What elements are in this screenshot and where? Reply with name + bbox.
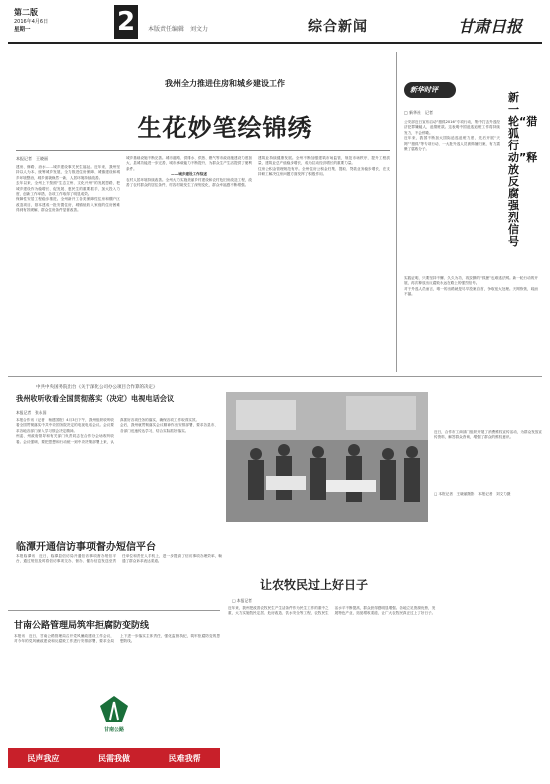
lead-paragraph: 农村人居环境持续改善。全州大力实施美丽乡村建设和农村危旧房改造工程，改善了农村群众的居住条件，村容村貌发生了深刻变化，群众幸福感不断增强。 bbox=[126, 177, 252, 188]
slogan-item: 民需我做 bbox=[97, 753, 130, 763]
lead-paragraph: 住房公积金管理规范有序。全州住房公积金归集、提取、贷款业务稳步增长，在支持职工解决住房问题方面发挥了积极作用。 bbox=[258, 166, 390, 177]
article-byline: □ 本报记者 bbox=[232, 598, 252, 603]
page-number-block: 2 bbox=[114, 5, 138, 39]
article-headline: 让农牧民过上好日子 bbox=[260, 578, 369, 592]
mid-body bbox=[16, 418, 218, 534]
section-rule bbox=[8, 376, 542, 377]
commentary-title: 新一轮“猎狐行动”释放反腐强烈信号 bbox=[508, 91, 538, 248]
article-body: 本报临潭讯 近日，临潭县信访局开通信访事项督办短信平台，通过短信及时将信访事项交办、督办、催办信息发送至责任单位和责任人手机上，进一步提高了信访事项办理效率，畅通了群众诉求表达渠道。 bbox=[16, 554, 222, 564]
article-rule bbox=[8, 610, 220, 611]
section-title: 综合新闻 bbox=[308, 19, 368, 35]
commentary-paragraph: 近年来，我国不断加大国际追逃追赃力度，先后开展“天网”“猎狐”等专项行动，一大批外逃人员被缉捕归案，有力震慑了腐败分子。 bbox=[404, 136, 500, 152]
paper-name: 甘肃日报 bbox=[458, 17, 523, 36]
lead-col-2 bbox=[126, 156, 252, 365]
page-info bbox=[14, 8, 54, 34]
issue-weekday: 星期一 bbox=[14, 27, 31, 33]
slogan-bar bbox=[8, 748, 220, 768]
article-body: 近年来，我州把改善农牧民生产生活条件作为民生工作的重中之重，大力实施牧民定居、危房改造、饮水安全等工程，农牧民生活水平不断提高，群众获得感明显增强。各地立足资源优势，发展特色产业，拓宽增收渠道，让广大农牧民真正过上了好日子。 bbox=[228, 606, 436, 616]
lead-headline: 生花妙笔绘锦绣 bbox=[137, 113, 313, 142]
commentary-body-lower bbox=[404, 276, 538, 368]
article-headline: 甘南公路管理局筑牢拒腐防变防线 bbox=[14, 621, 150, 631]
page-number: 第二版 bbox=[14, 8, 38, 17]
mid-paragraph: 本报合作讯（记者 杨建国报）4月3日下午，我州组织收听收看全国贯彻落实中共中央国务院决定的电视电话会议。会议要求各地各部门深入学习领会决定精神。 bbox=[16, 418, 115, 433]
article-body: 本报讯 近日，甘南公路管理局召开党风廉政建设工作会议，对今年的党风廉政建设和反腐败工作进行安排部署，要求全局上下进一步落实主体责任，强化监督执纪，筑牢拒腐防变的思想防线。 bbox=[14, 634, 220, 644]
commentary-byline: □ 新华社 记者 bbox=[404, 110, 434, 115]
issue-date: 2016年4月6日 bbox=[14, 19, 49, 25]
commentary-body bbox=[404, 120, 500, 270]
lead-paragraph: 去年以来，全州上下按照“生态立州、文化兴州”的发展思路，把城乡建设作为稳增长、促发展、惠民生的重要抓手，加大投入力度，创新工作举措，各项工作取得了明显成效。 bbox=[16, 181, 120, 197]
article-headline: 临潭开通信访事项督办短信平台 bbox=[16, 542, 156, 553]
news-photo bbox=[226, 392, 428, 522]
slogan-item: 民声我应 bbox=[27, 753, 60, 763]
lead-paragraph: 建房、修路、治水……城乡建设事关民生福祉。近年来，我州坚持以人为本，统筹城乡发展，全力推进住房保障、城镇建设和城乡环境整治，城乡面貌焕然一新，人居环境持续改善。 bbox=[16, 165, 120, 180]
masthead bbox=[0, 0, 550, 46]
photo-caption-detail: 近日，合作市工商部门组织开展了消费维权宣传活动，为群众发放宣传资料，解答群众咨询，增强了群众的维权意识。 bbox=[434, 430, 542, 440]
photo-caption: □ 本报记者 王晓丽摄影 本报记者 刘文力摄 bbox=[434, 492, 511, 496]
commentary-block bbox=[400, 52, 542, 372]
lead-paragraph: 建筑业持续健康发展。全州不断加强建筑市场监管，规范市场秩序，提升工程质量，建筑业总产值稳步增长，成为拉动经济增长的重要力量。 bbox=[258, 156, 390, 166]
mid-paragraph: 州委、州政府领导和有关部门负责同志在合作分会场收听收看。会议强调，要把思想和行动统一到中央决策部署上来，认真抓好各项任务的落实，确保各项工作取得实效。 bbox=[16, 418, 200, 444]
lead-byline: 本报记者 王晓丽 bbox=[16, 156, 48, 161]
gannan-highway-logo bbox=[92, 696, 136, 736]
commentary-badge bbox=[404, 82, 456, 98]
lead-kicker: 我州全力推进住房和城乡建设工作 bbox=[165, 79, 285, 88]
commentary-paragraph: 公安部近日宣布启动“猎狐2016”专项行动，集中打击外逃经济犯罪嫌疑人，追缴赃款。这表明中国追逃追赃工作将持续发力，不会停歇。 bbox=[404, 120, 500, 135]
lead-col-1 bbox=[16, 165, 120, 365]
lead-col-3 bbox=[258, 156, 390, 365]
masthead-rule bbox=[8, 42, 542, 44]
photo-scene bbox=[226, 392, 428, 522]
road-shield-icon bbox=[100, 696, 128, 722]
commentary-paragraph: 对于外逃人员而言，唯一的出路就是尽早投案自首，争取宽大处理。天网恢恢，疏而不漏。 bbox=[404, 286, 538, 297]
lead-paragraph: 保障性安居工程稳步推进。全州新开工各类保障性住房和棚户区改造项目，基本建成一批安置住房，城镇低收入家庭的住房困难得到有效缓解，群众住房条件显著改善。 bbox=[16, 197, 120, 213]
column-divider bbox=[396, 52, 397, 372]
mid-headline: 我州收听收看全国贯彻落实（决定）电视电话会议 bbox=[16, 394, 175, 403]
commentary-badge-label: 新华时评 bbox=[410, 86, 438, 94]
lead-subhead: ——城乡建设工作综述 bbox=[171, 172, 207, 177]
lead-paragraph: 城乡基础设施不断完善。城市道路、供排水、供热、燃气等市政设施建设力度加大，县城功能进一步完善，城市承载能力不断提升，为群众生产生活提供了便利条件。 bbox=[126, 156, 252, 171]
logo-text: 甘南公路 bbox=[103, 727, 124, 733]
mid-paragraph: 会后，我州就贯彻落实会议精神作出安排部署，要求各县市、各部门迅速传达学习，结合实际抓好落实。 bbox=[120, 423, 218, 433]
lead-rule bbox=[16, 150, 390, 151]
mid-byline: 本报记者 张永国 bbox=[16, 410, 47, 415]
slogan-item: 民难我帮 bbox=[168, 753, 201, 763]
commentary-paragraph: 实践证明，只要坚持不懈、久久为功，再狡猾的“狐狸”也难逃法网。新一轮行动的开展，再次释放出反腐败永远在路上的强烈信号。 bbox=[404, 276, 538, 286]
editor-credit: 本版责任编辑 刘文力 bbox=[148, 26, 209, 33]
mid-kicker: 中共中央国务院出台《关于深化公司办公项目合作算的决定》 bbox=[36, 385, 158, 390]
